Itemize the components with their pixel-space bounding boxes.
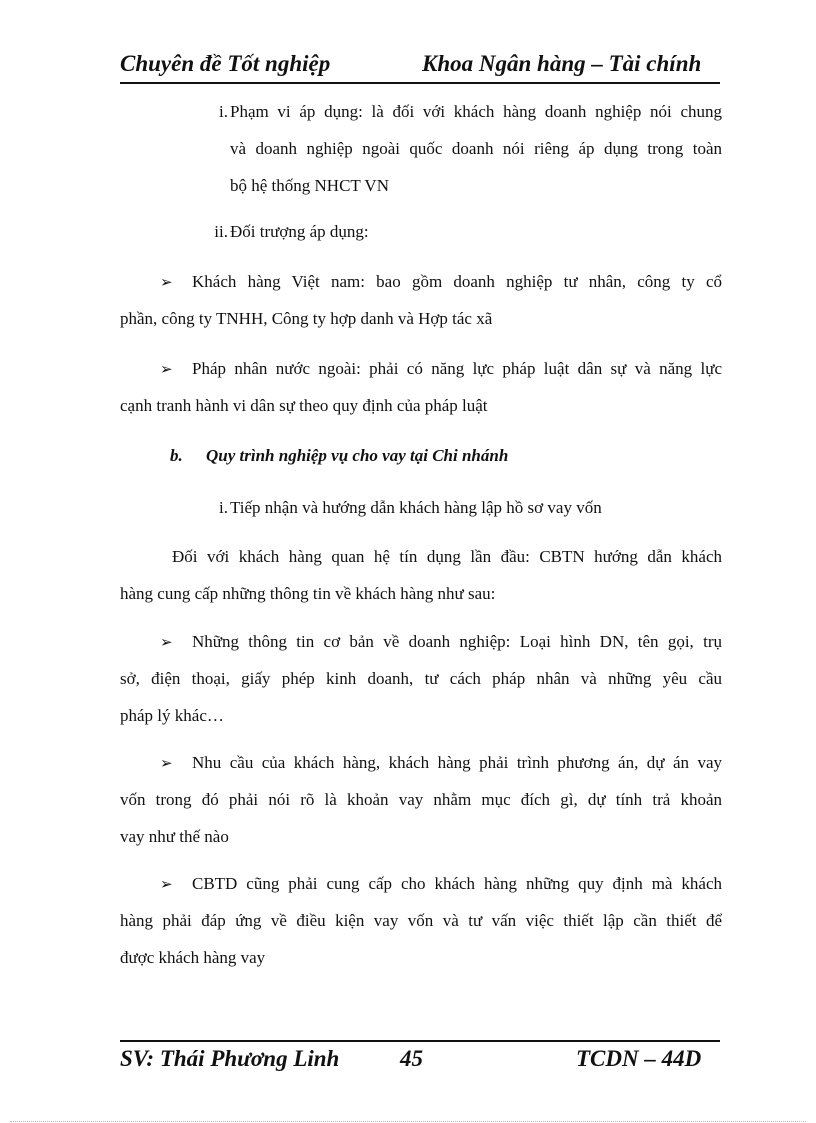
text-line: Đối với khách hàng quan hệ tín dụng lần đầu: CBTN hướng dẫn khách: [172, 547, 722, 566]
text-line: bộ hệ thống NHCT VN: [230, 176, 389, 195]
footer-student-name: SV: Thái Phương Linh: [120, 1046, 340, 1071]
text-line: Khách hàng Việt nam: bao gồm doanh nghiệp tư nhân, công ty cổ: [192, 272, 722, 291]
section-title: Quy trình nghiệp vụ cho vay tại Chi nhánh: [206, 446, 509, 465]
text-line: và doanh nghiệp ngoài quốc doanh nói riêng áp dụng trong toàn: [230, 139, 722, 158]
text-line: vay như thế nào: [120, 827, 229, 846]
arrowhead-bullet-icon: ➢: [160, 275, 173, 291]
text-line: Tiếp nhận và hướng dẫn khách hàng lập hồ sơ vay vốn: [230, 498, 602, 517]
page-header: [120, 50, 720, 84]
text-line: Đối trượng áp dụng:: [230, 222, 369, 241]
text-line: hàng phải đáp ứng về điều kiện vay vốn và tư vấn việc thiết lập cần thiết để: [120, 911, 722, 930]
text-line: vốn trong đó phải nói rõ là khoản vay nhằm mục đích gì, dự tính trả khoản: [120, 790, 722, 809]
text-line: Pháp nhân nước ngoài: phải có năng lực pháp luật dân sự và năng lực: [192, 359, 722, 378]
text-line: sở, điện thoại, giấy phép kinh doanh, tư cách pháp nhân và những yêu cầu: [120, 669, 722, 688]
page-footer: [120, 1040, 720, 1078]
item-number: ii.: [214, 222, 228, 241]
text-line: CBTD cũng phải cung cấp cho khách hàng những quy định mà khách: [192, 874, 722, 893]
text-line: Phạm vi áp dụng: là đối với khách hàng doanh nghiệp nói chung: [230, 102, 722, 121]
item-number: i.: [219, 498, 228, 517]
page-edge-divider: [10, 1121, 806, 1122]
header-title-left: Chuyên đề Tốt nghiệp: [120, 51, 331, 76]
text-line: hàng cung cấp những thông tin về khách hàng như sau:: [120, 584, 496, 603]
text-line: pháp lý khác…: [120, 706, 224, 725]
text-line: được khách hàng vay: [120, 948, 266, 967]
header-title-right: Khoa Ngân hàng – Tài chính: [422, 51, 702, 76]
item-number: i.: [219, 102, 228, 121]
page-number: 45: [400, 1046, 423, 1071]
text-line: cạnh tranh hành vi dân sự theo quy định của pháp luật: [120, 396, 488, 415]
text-line: Nhu cầu của khách hàng, khách hàng phải trình phương án, dự án vay: [192, 753, 722, 772]
arrowhead-bullet-icon: ➢: [160, 756, 173, 772]
text-line: Những thông tin cơ bản về doanh nghiệp: Loại hình DN, tên gọi, trụ: [192, 632, 722, 651]
text-line: phần, công ty TNHH, Công ty hợp danh và Hợp tác xã: [120, 309, 493, 328]
section-heading: [170, 446, 508, 466]
footer-class-code: TCDN – 44D: [576, 1046, 702, 1071]
section-label: b.: [170, 446, 183, 465]
arrowhead-bullet-icon: ➢: [160, 635, 173, 651]
arrowhead-bullet-icon: ➢: [160, 877, 173, 893]
arrowhead-bullet-icon: ➢: [160, 362, 173, 378]
